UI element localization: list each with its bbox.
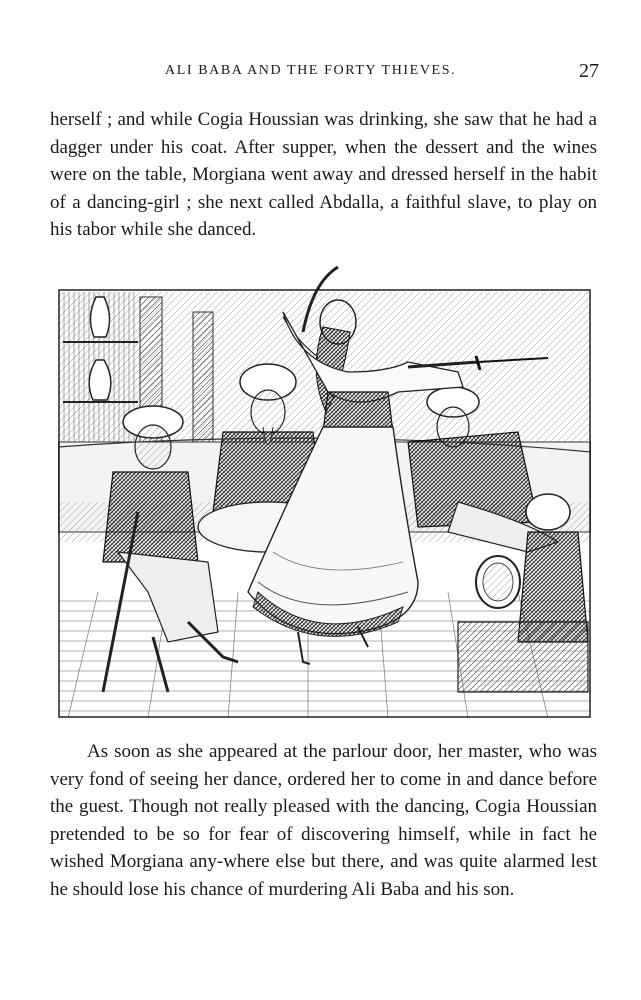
engraving-drawing bbox=[58, 262, 591, 718]
paragraph-top: herself ; and while Cogia Houssian was drinking, she saw that he had a dagger under his coat. After supper, when the dessert and the wines were on the table, Morgiana went away and dressed herself in the habit of a dancing-girl ; she next called Abdalla, a faithful slave, to play on his tabor while she danced. bbox=[50, 109, 597, 241]
running-title: ALI BABA AND THE FORTY THIEVES. bbox=[165, 63, 457, 78]
running-header bbox=[0, 60, 641, 84]
illustration-engraving bbox=[58, 262, 591, 718]
page-number: 27 bbox=[579, 60, 599, 82]
vase-upper bbox=[90, 297, 109, 337]
vase-lower bbox=[89, 360, 111, 400]
paragraph-bottom: As soon as she appeared at the parlour door, her master, who was very fond of seeing her dance, ordered her to come in and dance before the guest. Though not really pleased with the dancing, Cogia Houssian pretended to be so for fear of discovering himself, while in fact he wished Morgiana any-where else but there, and was quite alarmed lest he should lose his chance of murdering Ali Baba and his son. bbox=[50, 741, 597, 900]
